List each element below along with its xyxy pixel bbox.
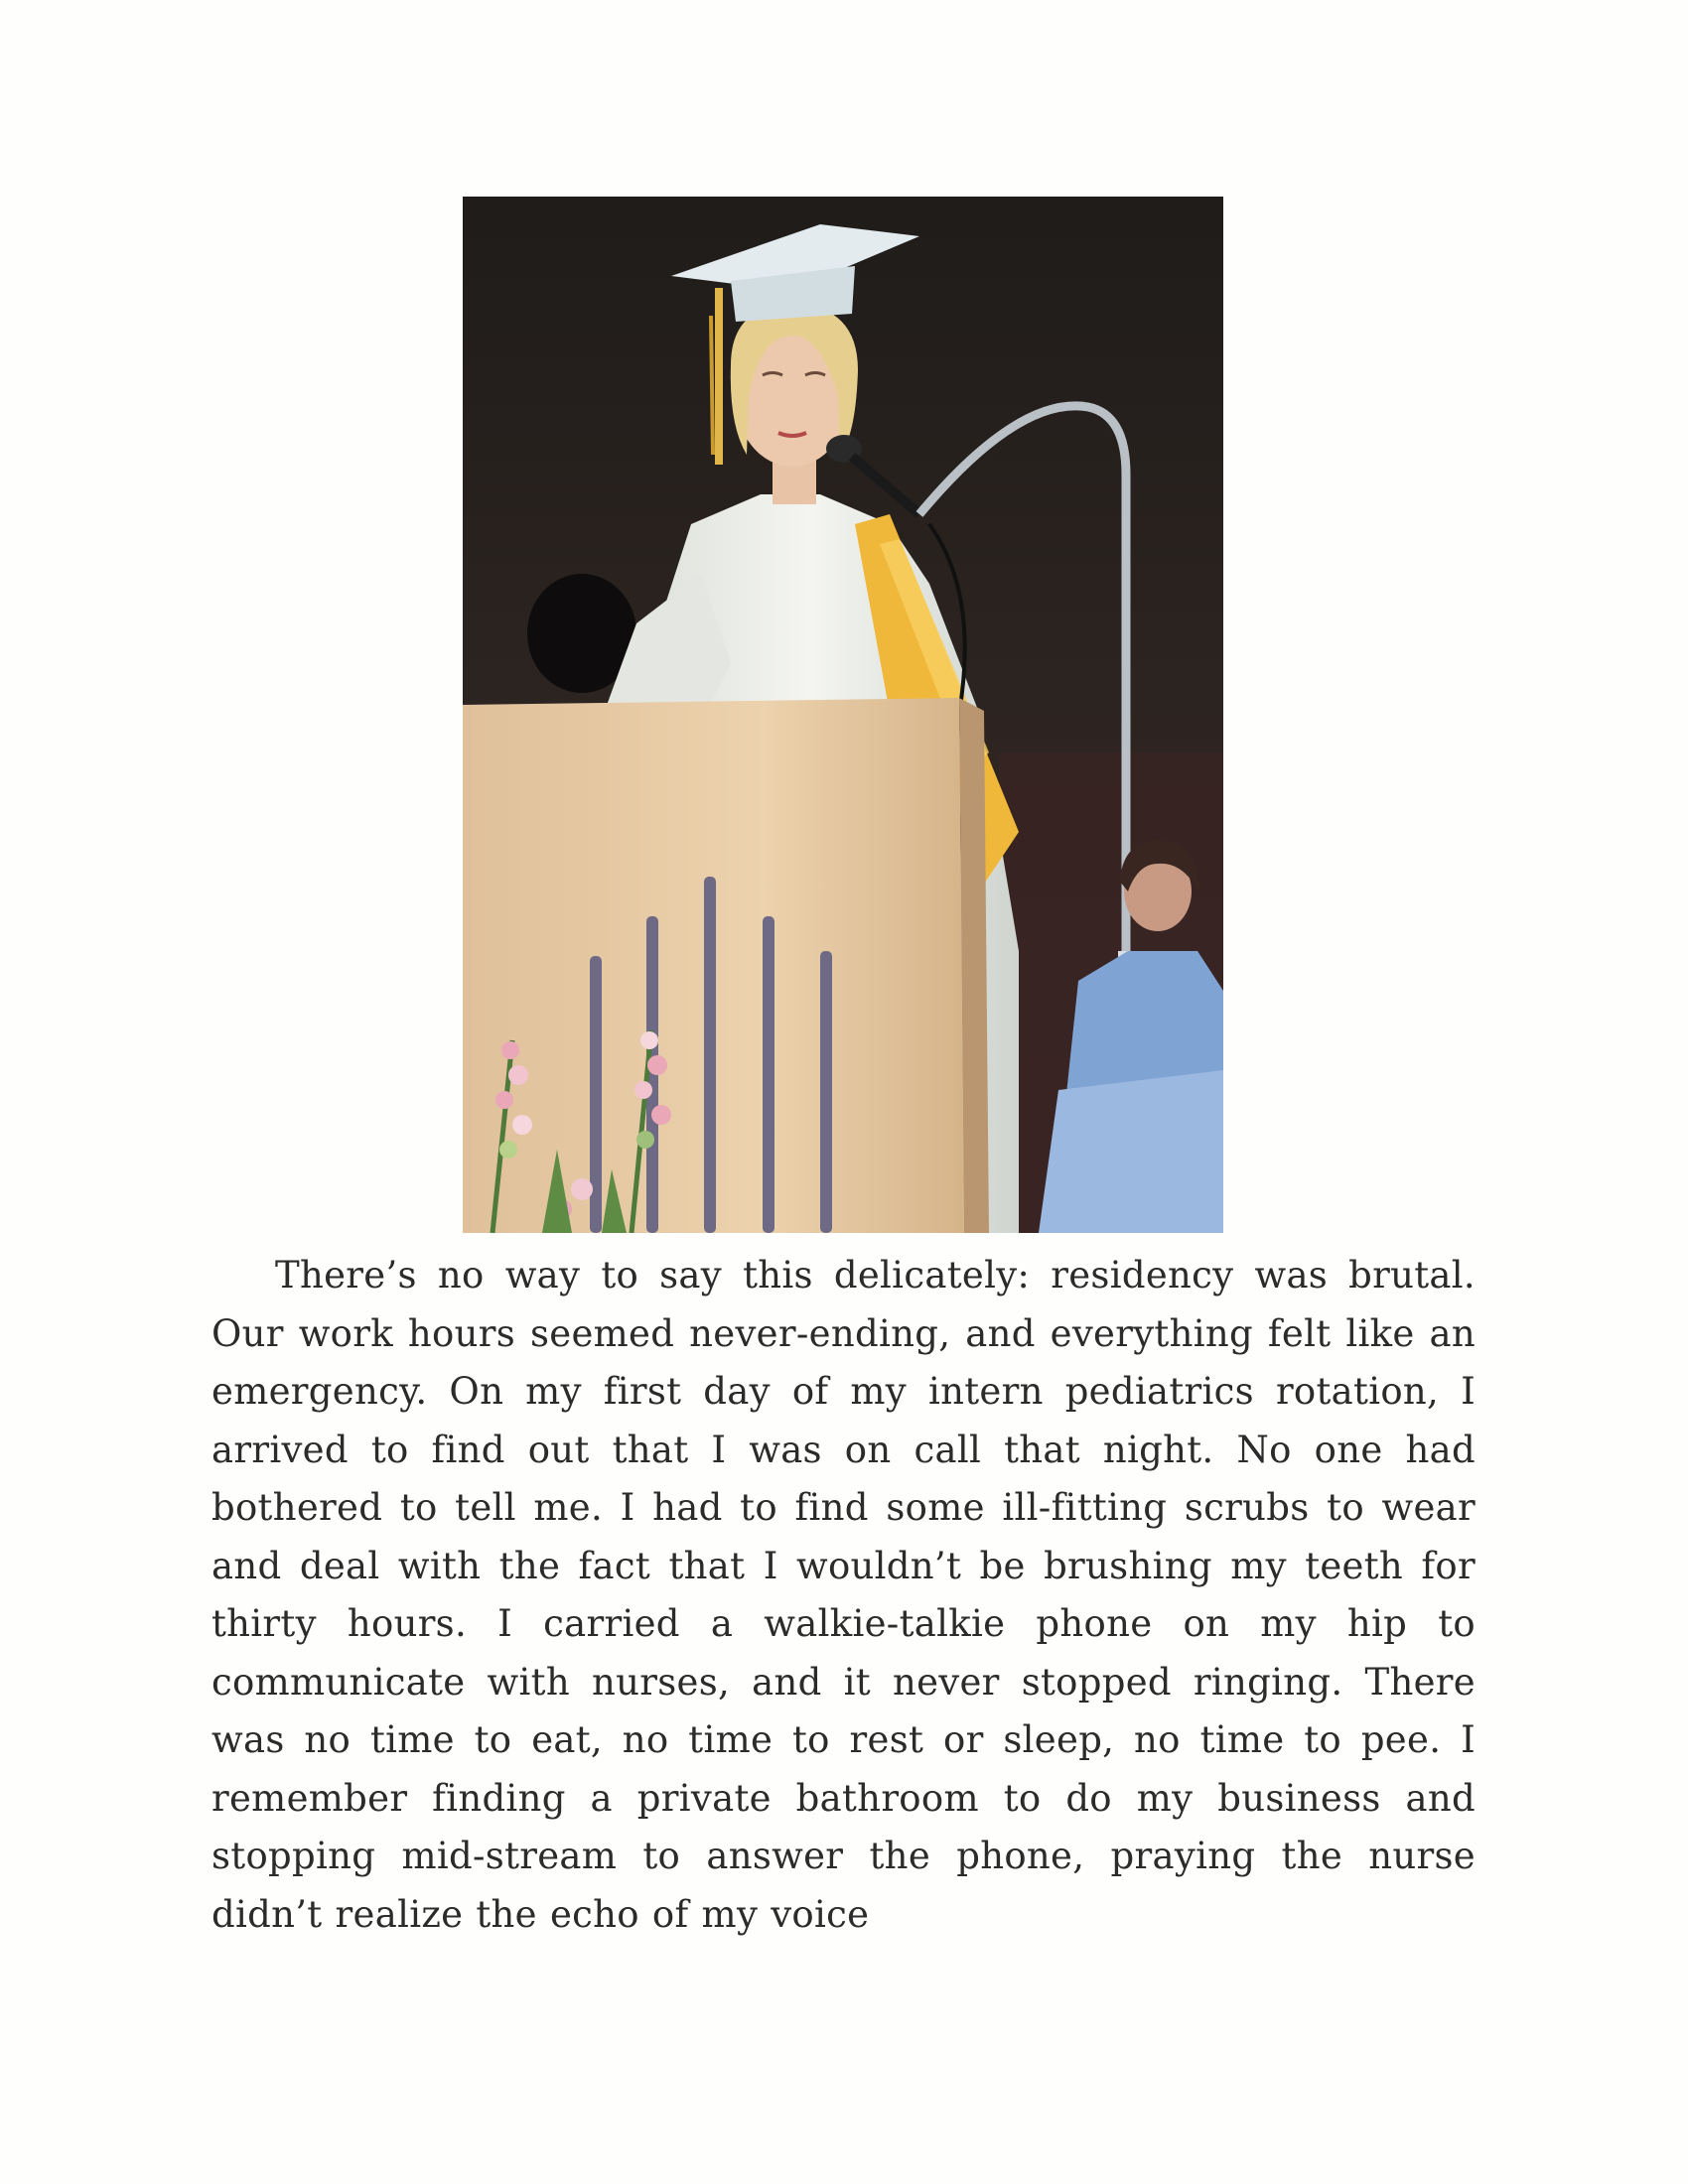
- body-paragraph: There’s no way to say this delicately: residency was brutal. Our work hours seemed never-ending, and everything felt like an emergency. On my first day of my intern pediatrics rotation, I arrived to find out that I was on call that night. No one had bothered to tell me. I had to find some ill-fitting scrubs to wear and deal with the fact that I wouldn’t be brushing my teeth for thirty hours. I carried a walkie-talkie phone on my hip to communicate with nurses, and it never stopped ringing. There was no time to eat, no time to rest or sleep, no time to pee. I remember finding a private bathroom to do my business and stopping mid-stream to answer the phone, praying the nurse didn’t realize the echo of my voice: [211, 1254, 1476, 1936]
- graduation-photo: [463, 197, 1223, 1233]
